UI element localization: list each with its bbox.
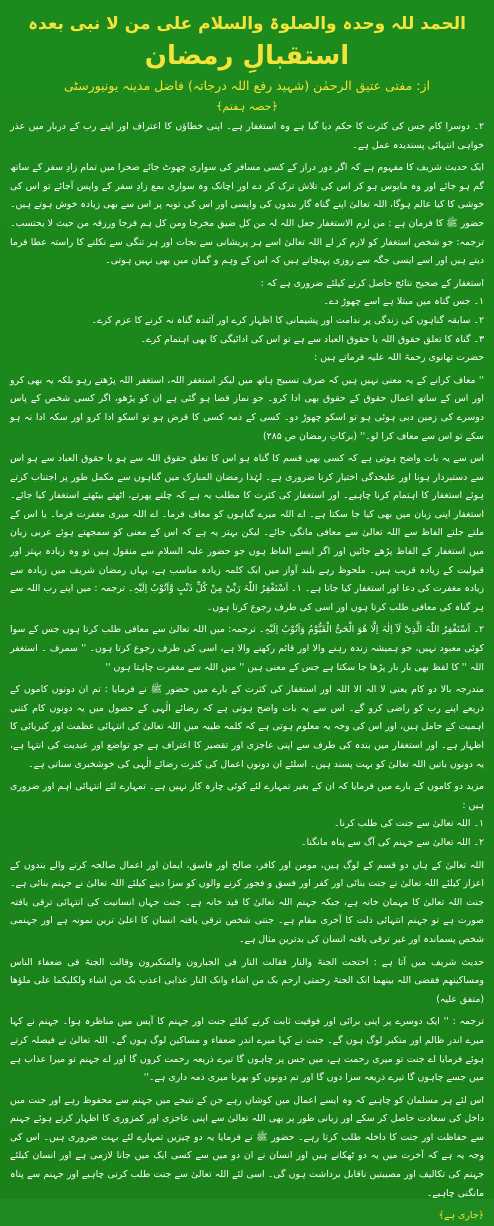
translation-paragraph: ترجمہ : '' ایک دوسرے پر اپنی برائی اور فوقیت ثابت کرنے کیلئے جنت اور جہنم کا آپس میں مناظرہ ہوا۔ جہنم نے کہا میرے اندر ظالم اور متکبر لوگ ہوں گے۔ جنت نے کہا میرے اندر ضعفاء و مساکین لوگ ہوں گے۔ اللہ تعالیٰ نے فیصلہ کرتے ہوئے فرمایا اے جنت تو میری رحمت ہے، میں جس پر چاہوں گا تیرے ذریعہ رحمت کروں گا اور اے جہنم تو میرا عذاب ہے میں جسے چاہوں گا تیرے ذریعہ سزا دوں گا اور تم دونوں کو بھرنا میری ذمہ داری ہے۔'' <box>10 1016 484 1084</box>
paragraph: ۲۔ اَسْتَغْفِرُ اللّٰہَ الَّذِیْ لَآ اِلٰہَ اِلَّا ھُوَ الْحَیُّ الْقَیُّوْمُ وَاَتُوْبُ اِلَیْہِ۔ ترجمہ: میں اللہ تعالیٰ سے معافی طلب کرتا ہوں جس کے سوا کوئی معبود نہیں، جو ہمیشہ زندہ رہنے والا اور قائم رکھنے والا ہے، اسی کی طرف رجوع کرتا ہوں۔ '' سمرف ۔ استغفر اللہ '' کا لفظ بھی بار بار پڑھا جا سکتا ہے جس کے معنی ہیں '' میں اللہ سے مغفرت چاہتا ہوں '' <box>10 624 484 673</box>
basmala-heading: الحمد للہ وحدہ والصلوۃ والسلام علی من لا نبی بعدہ <box>28 14 466 34</box>
list-item: ۳۔ گناہ کا تعلق حقوق اللہ یا حقوق العباد سے ہے تو اس کی ادائیگی کا بھی اہتمام کرے۔ <box>140 333 484 345</box>
paragraph: مزید دو کاموں کے بارے میں فرمایا کہ ان کے بغیر تمہارے لئے کوئی چارہ کار نہیں ہے۔ تمہارے لئے انتہائی اہم اور ضروری ہیں : <box>10 781 484 811</box>
paragraph: مندرجہ بالا دو کام یعنی لا الہ الا اللہ اور استغفار کی کثرت کے بارے میں حضور ﷺ نے فرمایا : تم ان دونوں کاموں کے ذریعے اپنے رب کو راضی کرو گے۔ اس سے یہ بات واضح ہوتی ہے کہ رضائے الٰہی کے حصول میں یہ دونوں کام کتنی اہمیت کے حامل ہیں، اور اس کی وجہ یہ معلوم ہوتی ہے کہ کلمہ طیبہ میں اللہ تعالیٰ کی انتہائی عظمت اور کبریائی کا اظہار ہے۔ اور استغفار میں بندہ کی طرف سے اپنی عاجزی اور تقصیر کا اعتراف ہے جو تواضع اور عبدیت کی انتہا ہے، یہ دونوں باتیں اللہ تعالیٰ کو بہت پسند ہیں۔ اسلئے ان دونوں اعمال کی کثرت رضائے الٰہی کی خوشخبری سناتی ہے۔ <box>10 684 484 770</box>
hadith-paragraph: حدیث شریف میں آتا ہے : احتجت الجنۃ والنار فقالت النار فی الجبارون والمتکبرون وقالت الجنۃ فی ضعفاء الناس ومساکینھم فقضی اللہ بینھما انک الجنۃ رحمتی ارحم بک من اشاء وانک النار عذابی اعذب بک من اشاء ولکلیکما علی ملؤھا (متفق علیہ) <box>10 956 484 1005</box>
paragraph: اس سے یہ بات واضح ہوتی ہے کہ کسی بھی قسم کا گناہ ہو اس کا تعلق حقوق اللہ سے ہو یا حقوق العباد سے ہو اس سے دستبردار ہونا اور علیحدگی اختیار کرنا ضروری ہے۔ لہٰذا رمضان المبارک میں گناہوں سے مکمل طور پر اجتناب کرتے ہوئے استغفار کا اہتمام کرنا چاہیے۔ اور استغفار کی کثرت کا مطلب یہ ہے کہ چلتے پھرتے، اٹھتے بیٹھتے استغفار کیا جائے۔ استغفار اپنی زبان میں بھی کیا جا سکتا ہے۔ اے اللہ میرے گناہوں کو معاف فرما۔ اے اللہ میری مغفرت فرما۔ یا اس کے ملتے جلتے الفاظ سے اللہ تعالیٰ سے معافی مانگی جائے۔ لیکن بہتر یہ ہے کہ اس کے معنی کو سمجھتے ہوئے عربی زبان میں استغفار کے الفاظ پڑھے جائیں اور اگر ایسے الفاظ ہوں جو حضور علیہ السلام سے منقول ہیں تو وہ زیادہ بہتر اور قبولیت کے زیادہ قریب ہیں۔ ملحوظ رہے بلند آواز میں ایک کلمہ زیادہ مناسب ہے، یہاں رمضان شریف میں زیادہ سے زیادہ مغفرت کی دعا اور استغفار کیا جاتا ہے۔ ۱۔ اَسْتَغْفِرُ اللّٰہَ رَبِّیْ مِنْ کُلِّ ذَنْبٍ وَّاَتُوْبُ اِلَیْہِ۔ ترجمہ : میں اپنے رب اللہ سے ہر گناہ کی معافی طلب کرتا ہوں اور اسی کی طرف رجوع کرتا ہوں۔ <box>10 453 484 613</box>
list-item: ۲۔ اللہ تعالیٰ سے جہنم کی آگ سے پناہ مانگنا۔ <box>300 836 484 848</box>
paragraph: اللہ تعالیٰ کے ہاں دو قسم کے لوگ ہیں، مومن اور کافر، صالح اور فاسق، ایمان اور اعمال صالحہ کرنے والے بندوں کے اعزاز کیلئے اللہ تعالیٰ نے جنت بنائی اور کفر اور فسق و فجور کرنے والوں کو سزا دینے کیلئے اللہ تعالیٰ نے جہنم بنائی ہے۔ جنت اللہ تعالیٰ کا مہمان خانہ ہے، جبکہ جہنم اللہ تعالیٰ کا قید خانہ ہے۔ جنت جہاں انسانیت کی انتہائی ترقی یافتہ صورت ہے تو جہنم انتہائی ذلت کا آخری مقام ہے۔ جنتی شخص ترقی یافتہ انسان کا اعلیٰ ترین نمونہ ہے اور جہنمی شخص پسماندہ اور غیر ترقی یافتہ انسان کی بدترین مثال ہے۔ <box>10 859 484 945</box>
list-item: ۱۔ جس گناہ میں مبتلا ہے اسے چھوڑ دے۔ <box>323 296 484 308</box>
paragraph: اس لئے ہر مسلمان کو چاہیے کہ وہ ایسے اعمال میں کوشاں رہے جن کے نتیجے میں جہنم سے محفوظ رہے اور جنت میں داخل کی سعادت حاصل کر سکے اور زبانی طور پر بھی اللہ تعالیٰ سے اپنی عاجزی اور کمزوری کا اظہار کرتے ہوئے جہنم سے حفاظت اور جنت کا داخلہ طلب کرتا رہے۔ حضور ﷺ نے فرمایا یہ دو چیزیں تمہارے لئے بہت ضروری ہیں۔ اس کی وجہ یہ ہے کہ آخرت میں یہ دو ٹھکانے ہیں اور انسان نے ان دو میں سے کسی ایک میں جانا لازمی ہے اور انسان کیلئے جہنم کی تکالیف اور مصیبتیں ناقابل برداشت ہوں گی۔ اسی لئے اللہ تعالیٰ سے جنت طلب کرنی چاہیے اور جہنم سے پناہ مانگنی چاہیے۔ <box>10 1094 484 1199</box>
section-label: ﴿حصہ ہفتم﴾ <box>216 100 278 113</box>
page-title: استقبالِ رمضان <box>144 41 350 71</box>
paragraph: ایک حدیث شریف کا مفہوم ہے کہ اگر دور دراز کے کسی مسافر کی سواری چھوٹ جائے صحرا میں تمام زادِ سفر کے ساتھ گم ہو جائے اور وہ مایوس ہو کر اس کی تلاش ترک کر دے اور اچانک وہ سواری بمع زادِ سفر کے واپس آجائے تو اس کی خوشی کا کیا عالم ہوگا، اللہ تعالیٰ اپنے گناہ گار بندوں کی واپسی اور اس کی توبہ پر اس سے بھی زیادہ خوش ہوتے ہیں۔ حضور ﷺ کا فرمان ہے : من لزم الاستغفار جعل اللہ لہ من کل ضیق مخرجا ومن کل ہم فرجا ورزقہ من حیث لا یحتسب۔ ترجمہ: جو شخص استغفار کو لازم کر لے اللہ تعالیٰ اسے ہر پریشانی سے نجات اور ہر تنگی سے نکلنے کا راستہ عطا فرما دیتے ہیں اور اسے ایسی جگہ سے روزی پہنچاتے ہیں کہ اس کے وہم و گمان میں بھی نہیں ہوتی۔ <box>10 162 484 267</box>
paragraph: ۲۔ دوسرا کام جس کی کثرت کا حکم دیا گیا ہے وہ استغفار ہے۔ اپنی خطاؤں کا اعتراف اور اپنے رب کے دربار میں عذر خواہی انتہائی پسندیدہ عمل ہے۔ <box>10 121 484 151</box>
paragraph: استغفار کے صحیح نتائج حاصل کرنے کیلئے ضروری ہے کہ : <box>260 277 484 289</box>
list-item: ۱۔ اللہ تعالیٰ سے جنت کی طلب کرنا۔ <box>334 818 484 830</box>
author-line: از: مفتی عتیق الرحمٰن (شہید رفع اللہ درجاتہ) فاضل مدینہ یونیورسٹی <box>63 78 430 93</box>
list-item: ۲۔ سابقہ گناہوں کی زندگی پر ندامت اور پشیمانی کا اظہار کرے اور آئندہ گناہ نہ کرنے کا عزم کرے۔ <box>91 314 484 326</box>
article-body <box>10 118 484 1226</box>
quote-paragraph: '' معاف کرانے کے یہ معنی نہیں ہیں کہ صرف تسبیح ہاتھ میں لیکر استغفر اللہ، استغفر اللہ پڑھتے رہو بلکہ یہ بھی کرو اور اس کے ساتھ اعمال حقوق کے حقوق بھی ادا کرو۔ جو نماز قضا ہو گئی ہے ان کو پڑھو، اگر کسی شخص کے پاس دوسرے کی زمین دبی ہوئی ہو تو اسکو چھوڑ دو۔ کسی کے ذمہ کسی کا قرض ہو تو اسکو ادا کرو اور سکہ ادا نہ ہو سکے تو اس سے معاف کرا لو۔'' (برکاتِ رمضان ص ۲۸۵) <box>10 374 484 442</box>
paragraph: حضرت تھانوی رحمۃ اللہ علیہ فرماتے ہیں : <box>314 352 484 364</box>
continued-label: ﴿جاری ہے﴾ <box>438 1210 484 1222</box>
